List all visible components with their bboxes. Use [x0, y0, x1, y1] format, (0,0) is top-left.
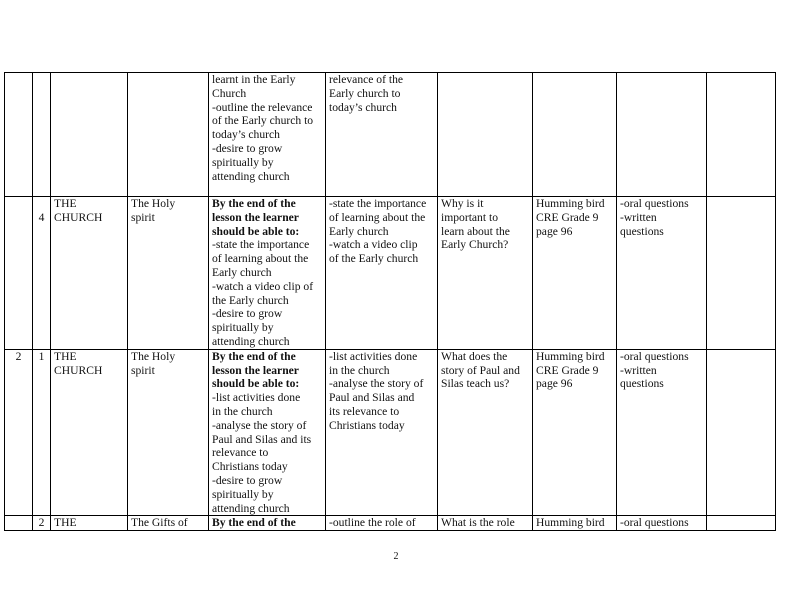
page-number: 2: [393, 551, 399, 562]
assessment-cell: -oral questions -written questions: [617, 349, 707, 516]
strand-cell: THE CHURCH: [51, 349, 128, 516]
resources-cell: Humming bird CRE Grade 9 page 96: [533, 197, 617, 350]
outcomes-intro: By the end of the: [212, 516, 296, 530]
outcomes-list: -list activities done in the church -analyse the story of Paul and Silas and its relevance to Christians today -desire to grow spiritually by attending church: [212, 391, 312, 515]
table-row: [5, 516, 776, 531]
table-row: [5, 349, 776, 516]
remarks-cell: [707, 516, 776, 531]
learning-outcomes-cell: [209, 516, 326, 531]
table-row: [5, 197, 776, 350]
strand-cell: [51, 73, 128, 197]
learning-experiences-cell: relevance of the Early church to today’s church: [326, 73, 438, 197]
outcomes-intro: By the end of the lesson the learner should be able to:: [212, 197, 300, 238]
week-cell: 2: [5, 349, 33, 516]
scheme-of-work-table: [4, 72, 776, 531]
sub-strand-cell: The Holy spirit: [128, 349, 209, 516]
strand-cell: THE CHURCH: [51, 197, 128, 350]
learning-outcomes-cell: [209, 349, 326, 516]
remarks-cell: [707, 349, 776, 516]
resources-cell: Humming bird: [533, 516, 617, 531]
assessment-cell: -oral questions -written questions: [617, 197, 707, 350]
assessment-cell: -oral questions: [617, 516, 707, 531]
lesson-cell: 1: [33, 349, 51, 516]
remarks-cell: [707, 73, 776, 197]
week-cell: [5, 197, 33, 350]
week-cell: [5, 516, 33, 531]
learning-experiences-cell: -outline the role of: [326, 516, 438, 531]
sub-strand-cell: The Holy spirit: [128, 197, 209, 350]
learning-experiences-cell: -state the importance of learning about the Early church -watch a video clip of the Early church: [326, 197, 438, 350]
week-cell: [5, 73, 33, 197]
outcomes-intro: By the end of the lesson the learner should be able to:: [212, 349, 300, 391]
learning-experiences-cell: -list activities done in the church -analyse the story of Paul and Silas and its relevance to Christians today: [326, 349, 438, 516]
strand-cell: THE: [51, 516, 128, 531]
lesson-cell: 4: [33, 197, 51, 350]
outcomes-list: -state the importance of learning about the Early church -watch a video clip of the Early church -desire to grow spiritually by attending church: [212, 238, 314, 348]
lesson-cell: 2: [33, 516, 51, 531]
resources-cell: Humming bird CRE Grade 9 page 96: [533, 349, 617, 516]
resources-cell: [533, 73, 617, 197]
inquiry-question-cell: Why is it important to learn about the Early Church?: [438, 197, 533, 350]
assessment-cell: [617, 73, 707, 197]
inquiry-question-cell: What does the story of Paul and Silas teach us?: [438, 349, 533, 516]
inquiry-question-cell: What is the role: [438, 516, 533, 531]
sub-strand-cell: The Gifts of: [128, 516, 209, 531]
remarks-cell: [707, 197, 776, 350]
lesson-cell: [33, 73, 51, 197]
inquiry-question-cell: [438, 73, 533, 197]
learning-outcomes-cell: [209, 197, 326, 350]
learning-outcomes-cell: learnt in the Early Church -outline the relevance of the Early church to today’s church -desire to grow spiritually by attending church: [209, 73, 326, 197]
table-row: [5, 73, 776, 197]
sub-strand-cell: [128, 73, 209, 197]
